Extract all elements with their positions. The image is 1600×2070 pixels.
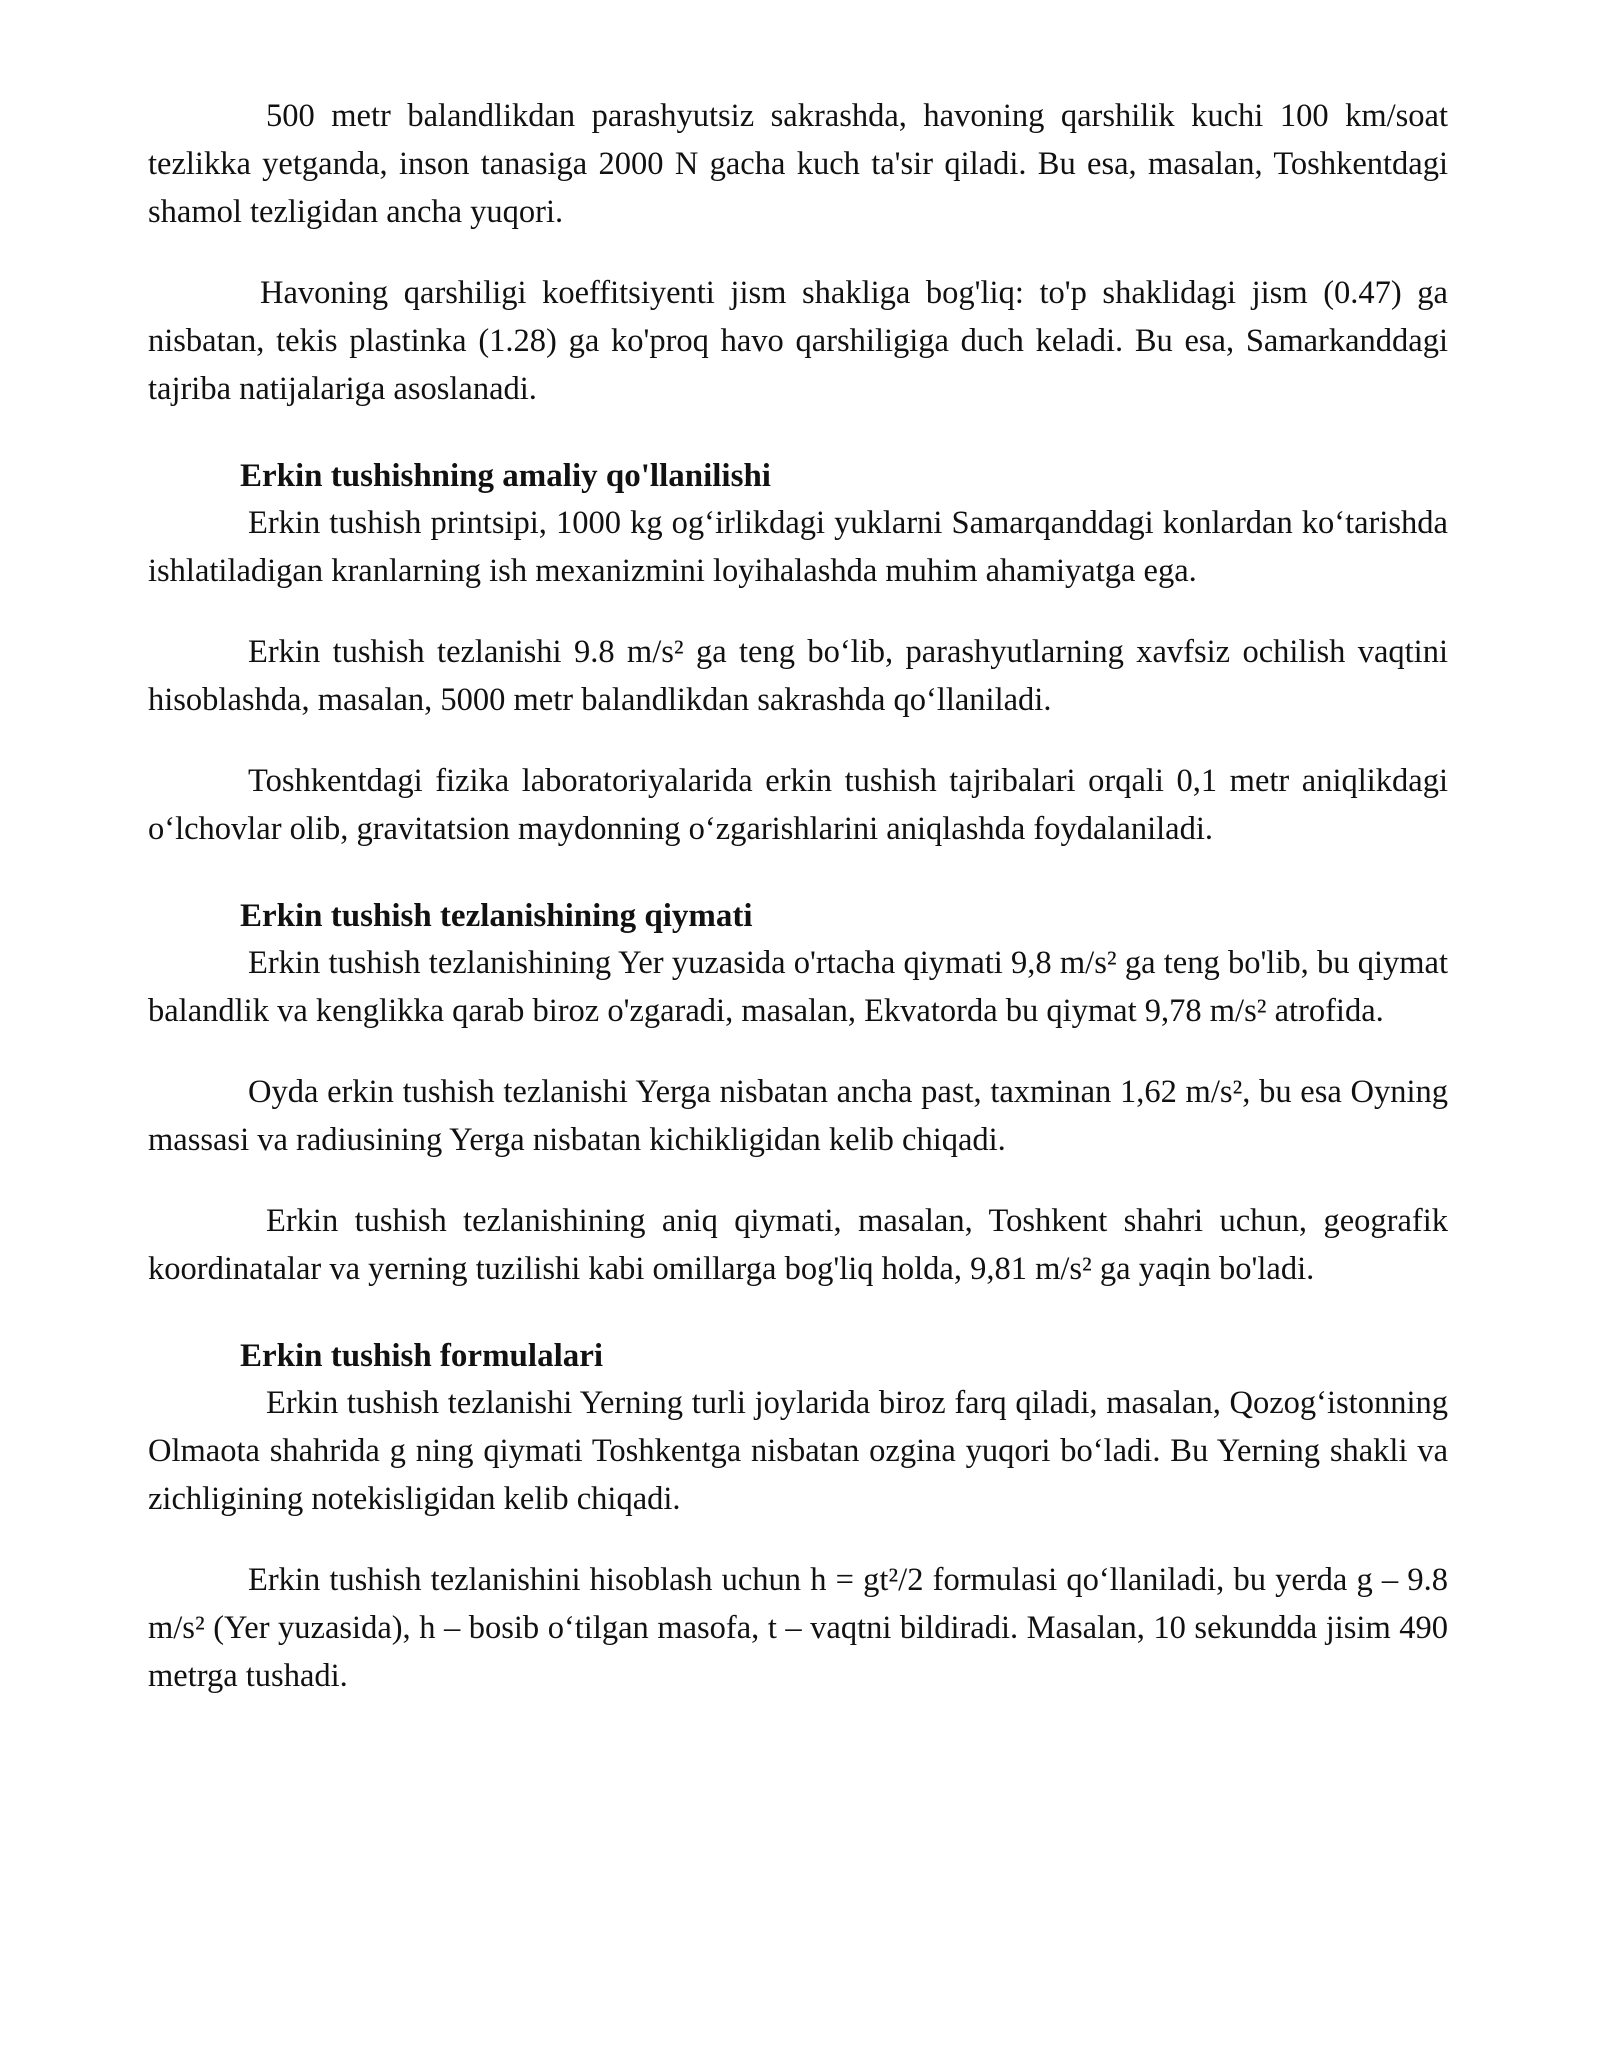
paragraph-crane-mechanism: Erkin tushish printsipi, 1000 kg og‘irlikdagi yuklarni Samarqanddagi konlardan ko‘tarishda ishlatiladigan kranlarning ish mexanizmini loyihalashda muhim ahamiyatga ega. [148,505,1448,589]
paragraph-parachute-opening: Erkin tushish tezlanishi 9.8 m/s² ga teng bo‘lib, parashyutlarning xavfsiz ochilish vaqtini hisoblashda, masalan, 5000 metr balandlikdan sakrashda qo‘llaniladi. [148,634,1448,718]
paragraph-moon-acceleration: Oyda erkin tushish tezlanishi Yerga nisbatan ancha past, taxminan 1,62 m/s², bu esa Oyning massasi va radiusining Yerga nisbatan kichikligidan kelib chiqadi. [148,1074,1448,1158]
paragraph-formula-example: Erkin tushish tezlanishini hisoblash uchun h = gt²/2 formulasi qo‘llaniladi, bu yerda g – 9.8 m/s² (Yer yuzasida), h – bosib o‘tilgan masofa, t – vaqtni bildiradi. Masalan, 10 sekundda jisim 490 metrga tushadi. [148,1562,1448,1694]
heading-formulas: Erkin tushish formulalari [240,1338,604,1374]
paragraph-laboratory-measurements: Toshkentdagi fizika laboratoriyalarida erkin tushish tajribalari orqali 0,1 metr aniqlikdagi o‘lchovlar olib, gravitatsion maydonning o‘zgarishlarini aniqlashda foydalaniladi. [148,763,1448,847]
paragraph-earth-average-value: Erkin tushish tezlanishining Yer yuzasida o'rtacha qiymati 9,8 m/s² ga teng bo'lib, bu qiymat balandlik va kenglikka qarab biroz o'zgaradi, masalan, Ekvatorda bu qiymat 9,78 m/s² atrofida. [148,945,1448,1029]
paragraph-tashkent-exact-value: Erkin tushish tezlanishining aniq qiymati, masalan, Toshkent shahri uchun, geografik koordinatalar va yerning tuzilishi kabi omillarga bog'liq holda, 9,81 m/s² ga yaqin bo'ladi. [148,1203,1448,1287]
paragraph-location-differences: Erkin tushish tezlanishi Yerning turli joylarida biroz farq qiladi, masalan, Qozog‘istonning Olmaota shahrida g ning qiymati Toshkentga nisbatan ozgina yuqori bo‘ladi. Bu Yerning shakli va zichligining notekisligidan kelib chiqadi. [148,1385,1448,1517]
paragraph-drag-coefficient: Havoning qarshiligi koeffitsiyenti jism shakliga bog'liq: to'p shaklidagi jism (0.47) ga nisbatan, tekis plastinka (1.28) ga ko'proq havo qarshiligiga duch keladi. Bu esa, Samarkanddagi tajriba natijalariga asoslanadi. [148,275,1448,407]
heading-acceleration-value: Erkin tushish tezlanishining qiymati [240,898,753,934]
document-page [148,92,1448,1700]
paragraph-parachute-drag: 500 metr balandlikdan parashyutsiz sakrashda, havoning qarshilik kuchi 100 km/soat tezlikka yetganda, inson tanasiga 2000 N gacha kuch ta'sir qiladi. Bu esa, masalan, Toshkentdagi shamol tezligidan ancha yuqori. [148,98,1448,230]
heading-practical-applications: Erkin tushishning amaliy qo'llanilishi [240,458,771,494]
